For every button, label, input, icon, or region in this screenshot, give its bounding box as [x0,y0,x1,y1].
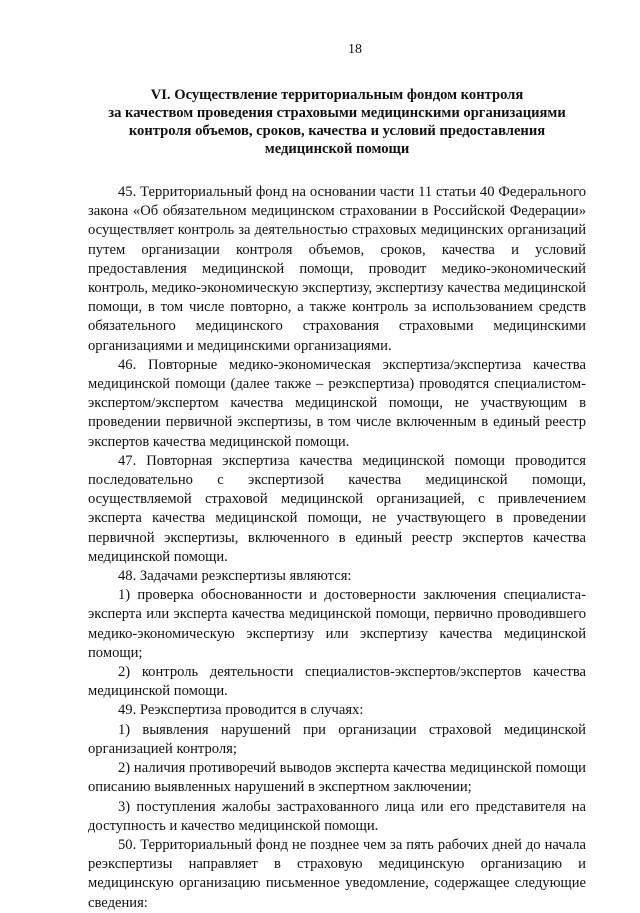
page-number: 18 [348,42,362,57]
paragraph-50: 50. Территориальный фонд не позднее чем за пять рабочих дней до начала реэкспертизы направляет в страховую медицинскую организацию и медицинскую организацию письменное уведомление, содержащее следующие сведения: [88,836,586,911]
paragraph-49: 49. Реэкспертиза проводится в случаях: [118,702,364,719]
list-item-49-2: 2) наличия противоречий выводов эксперта качества медицинской помощи описанию выявленных нарушений в экспертном заключении; [88,760,586,796]
section-title-line: за качеством проведения страховыми медицинскими организациями [108,105,566,121]
body-text [88,183,586,913]
section-title [88,86,586,158]
section-title-line: VI. Осуществление территориальным фондом контроля [150,87,524,103]
list-item-48-2: 2) контроль деятельности специалистов-экспертов/экспертов качества медицинской помощи. [88,664,586,700]
list-item-49-3: 3) поступления жалобы застрахованного лица или его представителя на доступность и качество медицинской помощи. [88,798,586,834]
paragraph-46: 46. Повторные медико-экономическая экспертиза/экспертиза качества медицинской помощи (далее также – реэкспертиза) проводятся специалистом-экспертом/экспертом качества медицинской помощи, не участвующим в проведении первичной экспертизы, в том числе включенным в единый реестр экспертов качества медицинской помощи. [88,356,586,450]
list-item-49-1: 1) выявления нарушений при организации страховой медицинской организацией контроля; [88,721,586,757]
list-item-48-1: 1) проверка обоснованности и достоверности заключения специалиста-эксперта или эксперта качества медицинской помощи, первично проводившего медико-экономическую экспертизу или экспертизу качества медицинской помощи; [88,587,586,661]
paragraph-48: 48. Задачами реэкспертизы являются: [118,568,352,585]
paragraph-45: 45. Территориальный фонд на основании части 11 статьи 40 Федерального закона «Об обязательном медицинском страховании в Российской Федерации» осуществляет контроль за деятельностью страховых медицинских организаций путем организации контроля объемов, сроков, качества и условий предоставления медицинской помощи, проводит медико-экономический контроль, медико-экономическую экспертизу, экспертизу качества медицинской помощи, в том числе повторно, а также контроль за использованием средств обязательного медицинского страхования страховыми медицинскими организациями и медицинскими организациями. [88,184,586,354]
paragraph-47: 47. Повторная экспертиза качества медицинской помощи проводится последовательно с экспертизой качества медицинской помощи, осуществляемой страховой медицинской организацией, с привлечением эксперта качества медицинской помощи, не участвующего в проведении первичной экспертизы, включенного в единый реестр экспертов качества медицинской помощи. [88,452,586,565]
section-title-line: медицинской помощи [264,141,410,157]
section-title-line: контроля объемов, сроков, качества и условий предоставления [128,123,546,139]
